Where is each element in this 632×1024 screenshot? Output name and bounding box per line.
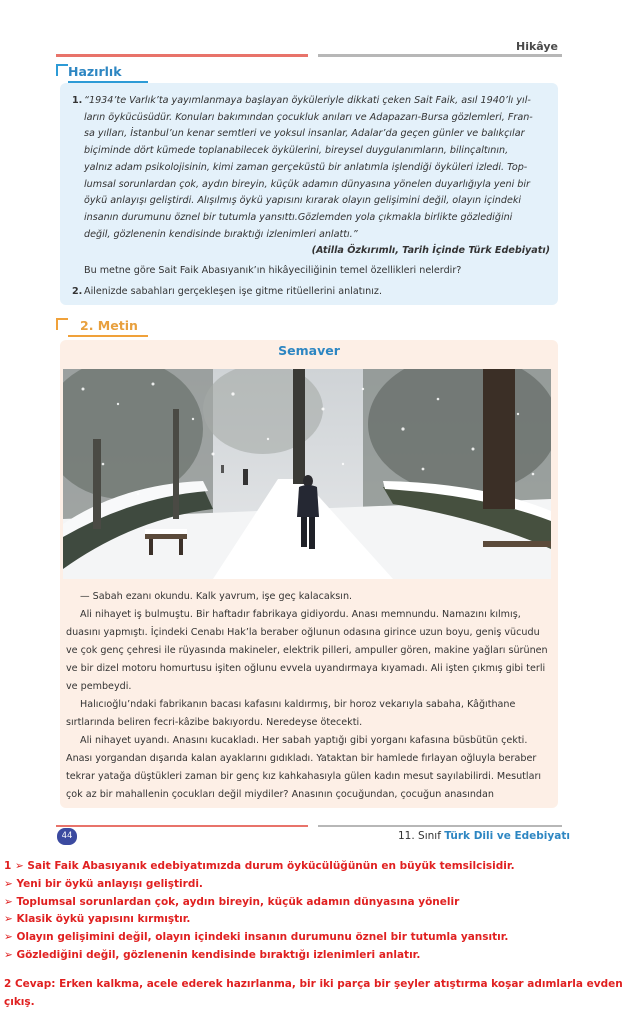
q1-line: lumsal sorunlardan çok, aydın bireyin, küçük adamın dünyasına yönelen duyarlığıyla yeni bir (84, 178, 531, 190)
story-paragraph: Halıcıoğlu’ndaki fabrikanın bacası kafasını kaldırmış, bir horoz vekarıyla sabaha, Kâğıthane sırtlarında beliren fecri-kâzibe bakıyordu. Neredeyse ötecekti. (66, 699, 516, 728)
story-title: Semaver (278, 343, 340, 358)
q1-line: yalnız adam psikolojisinin, kimi zaman gerçeküstü bir anlatımla işlendiği öyküleri izledi. Top- (84, 161, 528, 173)
prep-label: Hazırlık (68, 64, 122, 79)
story-text (66, 588, 552, 804)
story-paragraph: Ali nihayet iş bulmuştu. Bir haftadır fabrikaya gidiyordu. Anası memnundu. Namazını kılmış, duasını yapmıştı. İçindeki Cenabı Hak’la beraber oğlunun odasına girince uzun boyu, geniş vücudu ve çok genç çehresi ile rüyasında makineler, elektrik pilleri, ampuller gören, makine yağları sürünen ve bir dizel motoru homurtusu işiten oğlunu evvela uyandırmaya kıyamadı. Ali işten çıkmış gibi terli ve pembeydi. (66, 609, 548, 692)
q1-line: ların öykücüsüdür. Konuları bakımından çocukluk anıları ve Adapazarı-Bursa gözlemleri, Fran- (84, 111, 533, 123)
footer-course-name: Türk Dili ve Edebiyatı (444, 830, 570, 842)
answer-line: ➢ Toplumsal sorunlardan çok, aydın bireyin, küçük adamın dünyasına yönelir (4, 895, 460, 908)
answer-2-line: çıkış. (4, 995, 35, 1008)
story-paragraph: Ali nihayet uyandı. Anasını kucakladı. Her sabah yaptığı gibi yorganı kafasına büsbütün çekti. Anası yorgandan dışarıda kalan ayaklarını gıdıkladı. Yataktan bir hamlede fırlayan oğluyla beraber tekrar yatağa düştükleri zaman bir genç kız kahkahasıyla gülen kadın mesut sayılabilirdi. Mesutları çok az bir mahallenin çocukları değil miydiler? Anasının çocuğundan, çocuğun anasından (66, 735, 542, 800)
footer-rule-left (56, 825, 308, 827)
q1-number: 1. (72, 95, 83, 106)
answer-line: ➢ Olayın gelişimini değil, olayın içindeki insanın durumunu öznel bir tutumla yansıtır. (4, 931, 509, 944)
header-rule-right (318, 54, 562, 57)
answer-2-line: 2 Cevap: Erken kalkma, acele ederek hazırlanma, bir iki parça bir şeyler atıştırma koşar adımlarla evden (4, 977, 623, 990)
footer-rule-right (318, 825, 562, 827)
q1-citation: (Atilla Özkırımlı, Tarih İçinde Türk Edebiyatı) (311, 245, 550, 257)
q1-line: öykü anlayışı geliştirdi. Alışılmış öykü yapısını kırarak olayın gelişimini değil, olayın içindeki (84, 195, 522, 207)
q1-line: “1934’te Varlık’ta yayımlanmaya başlayan öyküleriyle dikkati çeken Sait Faik, asıl 1940’lı yıl- (84, 95, 531, 106)
answer-line: ➢ Klasik öykü yapısını kırmıştır. (4, 913, 191, 926)
snowy-park-photo (63, 369, 551, 579)
q1-line: değil, gözlenenin kendisinde bıraktığı izlenimleri anlattı.” (84, 228, 358, 240)
answer-line: ➢ Gözlediğini değil, gözlenenin kendisinde bıraktığı izlenimleri anlatır. (4, 948, 421, 961)
q2-text: Ailenizde sabahları gerçekleşen işe gitme ritüellerini anlatınız. (84, 285, 382, 297)
footer-course (398, 830, 570, 842)
header-rule-left (56, 54, 308, 57)
metin-label: 2. Metin (80, 318, 138, 333)
metin-label-corner (56, 318, 68, 330)
q1-question: Bu metne göre Sait Faik Abasıyanık’ın hikâyeciliğinin temel özellikleri nelerdir? (84, 265, 462, 277)
answers-block (4, 858, 624, 1011)
prep-content (72, 93, 550, 300)
prep-label-corner (56, 64, 68, 76)
q1-line: biçiminde dört kümede toplanabilecek öykülerini, bireysel duygulanımların, bilinçaltının, (84, 145, 509, 157)
answer-line: ➢ Yeni bir öykü anlayışı geliştirdi. (4, 877, 203, 890)
q1-line: insanın durumunu öznel bir tutumla yansıttı.Gözlemden yola çıkmakla birlikte gözlediğini (84, 211, 513, 223)
q1-line: sa yılları, İstanbul’un kenar semtleri ve yoksul insanlar, Adalar’da geçen günler ve balıkçılar (84, 128, 525, 140)
story-paragraph: — Sabah ezanı okundu. Kalk yavrum, işe geç kalacaksın. (80, 591, 353, 602)
footer-grade-label: 11. Sınıf (398, 830, 441, 842)
page-number-badge: 44 (57, 828, 77, 845)
answer-line: 1 ➢ Sait Faik Abasıyanık edebiyatımızda durum öykücülüğünün en büyük temsilcisidir. (4, 860, 515, 872)
metin-label-line (68, 335, 148, 337)
q2-number: 2. (72, 285, 83, 297)
page-header-title: Hikâye (515, 40, 558, 53)
